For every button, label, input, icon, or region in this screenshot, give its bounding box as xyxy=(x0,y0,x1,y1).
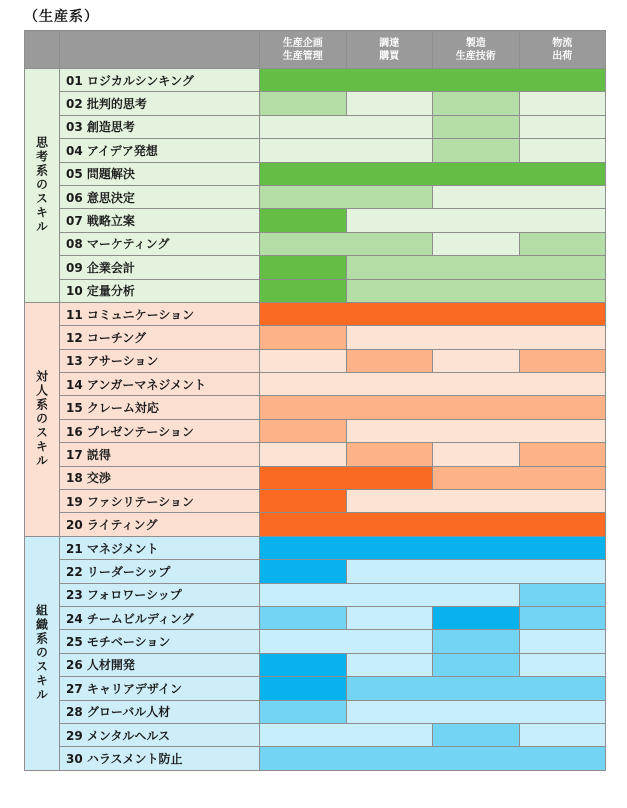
column-header-logistics: 物流 出荷 xyxy=(519,31,606,69)
level-cell xyxy=(519,256,606,279)
level-cell xyxy=(519,747,606,770)
skill-name: 02 批判的思考 xyxy=(60,92,260,115)
skill-name: 11 コミュニケーション xyxy=(60,302,260,325)
level-cell xyxy=(519,677,606,700)
skill-name: 17 説得 xyxy=(60,443,260,466)
level-cell xyxy=(346,583,433,606)
level-cell xyxy=(433,373,520,396)
level-cell xyxy=(433,630,520,653)
level-cell xyxy=(519,279,606,302)
level-cell xyxy=(433,513,520,536)
level-cell xyxy=(260,490,347,513)
level-cell xyxy=(433,256,520,279)
level-cell xyxy=(346,700,433,723)
skill-row xyxy=(25,700,606,723)
skill-group-label: 組織系のスキル xyxy=(25,536,60,770)
skill-name: 19 ファシリテーション xyxy=(60,490,260,513)
skill-name: 01 ロジカルシンキング xyxy=(60,69,260,92)
skill-row xyxy=(25,209,606,232)
level-cell xyxy=(433,185,520,208)
skill-row xyxy=(25,232,606,255)
level-cell xyxy=(346,630,433,653)
skill-name: 14 アンガーマネジメント xyxy=(60,373,260,396)
level-cell xyxy=(260,513,347,536)
matrix-body xyxy=(25,69,606,771)
level-cell xyxy=(346,536,433,559)
level-cell xyxy=(260,419,347,442)
level-cell xyxy=(519,490,606,513)
skill-name: 07 戦略立案 xyxy=(60,209,260,232)
skill-row xyxy=(25,302,606,325)
level-cell xyxy=(433,349,520,372)
skill-name: 10 定量分析 xyxy=(60,279,260,302)
skill-name: 09 企業会計 xyxy=(60,256,260,279)
skill-name: 18 交渉 xyxy=(60,466,260,489)
level-cell xyxy=(433,466,520,489)
level-cell xyxy=(519,723,606,746)
level-cell xyxy=(346,185,433,208)
level-cell xyxy=(346,606,433,629)
level-cell xyxy=(519,92,606,115)
skill-name: 22 リーダーシップ xyxy=(60,560,260,583)
skill-row xyxy=(25,606,606,629)
level-cell xyxy=(260,115,347,138)
level-cell xyxy=(433,700,520,723)
level-cell xyxy=(346,209,433,232)
skill-row xyxy=(25,92,606,115)
level-cell xyxy=(260,302,347,325)
skill-row xyxy=(25,490,606,513)
skill-name: 15 クレーム対応 xyxy=(60,396,260,419)
level-cell xyxy=(346,115,433,138)
skill-row xyxy=(25,115,606,138)
level-cell xyxy=(519,630,606,653)
level-cell xyxy=(260,279,347,302)
header-blank-group xyxy=(25,31,60,69)
skill-row xyxy=(25,466,606,489)
level-cell xyxy=(260,653,347,676)
level-cell xyxy=(433,677,520,700)
level-cell xyxy=(346,279,433,302)
skill-name: 12 コーチング xyxy=(60,326,260,349)
column-header-manufacturing: 製造 生産技術 xyxy=(433,31,520,69)
skill-row xyxy=(25,583,606,606)
level-cell xyxy=(433,92,520,115)
skill-name: 13 アサーション xyxy=(60,349,260,372)
level-cell xyxy=(346,92,433,115)
level-cell xyxy=(433,69,520,92)
skill-name: 28 グローバル人材 xyxy=(60,700,260,723)
level-cell xyxy=(260,232,347,255)
skill-name: 27 キャリアデザイン xyxy=(60,677,260,700)
level-cell xyxy=(433,209,520,232)
level-cell xyxy=(346,443,433,466)
level-cell xyxy=(519,466,606,489)
level-cell xyxy=(260,139,347,162)
level-cell xyxy=(260,677,347,700)
level-cell xyxy=(260,69,347,92)
level-cell xyxy=(519,115,606,138)
level-cell xyxy=(260,256,347,279)
level-cell xyxy=(519,536,606,559)
skill-name: 30 ハラスメント防止 xyxy=(60,747,260,770)
skill-row xyxy=(25,396,606,419)
skill-name: 25 モチベーション xyxy=(60,630,260,653)
level-cell xyxy=(346,69,433,92)
level-cell xyxy=(346,162,433,185)
level-cell xyxy=(260,560,347,583)
skill-row xyxy=(25,373,606,396)
level-cell xyxy=(346,419,433,442)
level-cell xyxy=(519,139,606,162)
level-cell xyxy=(433,279,520,302)
level-cell xyxy=(260,606,347,629)
level-cell xyxy=(260,92,347,115)
skill-row xyxy=(25,162,606,185)
column-header-procurement: 調達 購買 xyxy=(346,31,433,69)
skill-row xyxy=(25,419,606,442)
level-cell xyxy=(346,747,433,770)
level-cell xyxy=(433,723,520,746)
skill-name: 24 チームビルディング xyxy=(60,606,260,629)
level-cell xyxy=(519,302,606,325)
level-cell xyxy=(519,396,606,419)
header-row xyxy=(25,31,606,69)
level-cell xyxy=(346,256,433,279)
level-cell xyxy=(346,232,433,255)
level-cell xyxy=(433,162,520,185)
level-cell xyxy=(433,560,520,583)
skill-row xyxy=(25,653,606,676)
level-cell xyxy=(346,723,433,746)
level-cell xyxy=(433,653,520,676)
level-cell xyxy=(260,162,347,185)
level-cell xyxy=(346,653,433,676)
level-cell xyxy=(260,373,347,396)
level-cell xyxy=(260,443,347,466)
level-cell xyxy=(260,723,347,746)
level-cell xyxy=(433,606,520,629)
skill-name: 20 ライティング xyxy=(60,513,260,536)
skill-row xyxy=(25,326,606,349)
level-cell xyxy=(260,209,347,232)
level-cell xyxy=(260,466,347,489)
level-cell xyxy=(346,560,433,583)
level-cell xyxy=(346,326,433,349)
level-cell xyxy=(519,606,606,629)
level-cell xyxy=(433,583,520,606)
level-cell xyxy=(260,583,347,606)
skill-row xyxy=(25,139,606,162)
level-cell xyxy=(519,419,606,442)
level-cell xyxy=(519,162,606,185)
level-cell xyxy=(433,419,520,442)
level-cell xyxy=(519,232,606,255)
level-cell xyxy=(519,583,606,606)
skill-row xyxy=(25,630,606,653)
level-cell xyxy=(260,349,347,372)
level-cell xyxy=(260,396,347,419)
level-cell xyxy=(346,349,433,372)
skill-name: 23 フォロワーシップ xyxy=(60,583,260,606)
skill-row xyxy=(25,536,606,559)
level-cell xyxy=(519,185,606,208)
level-cell xyxy=(519,69,606,92)
skill-row xyxy=(25,443,606,466)
skill-name: 05 問題解決 xyxy=(60,162,260,185)
skill-name: 06 意思決定 xyxy=(60,185,260,208)
level-cell xyxy=(433,115,520,138)
skill-name: 04 アイデア発想 xyxy=(60,139,260,162)
skill-row xyxy=(25,256,606,279)
skill-row xyxy=(25,560,606,583)
level-cell xyxy=(260,536,347,559)
level-cell xyxy=(519,653,606,676)
level-cell xyxy=(260,747,347,770)
level-cell xyxy=(346,139,433,162)
level-cell xyxy=(346,466,433,489)
level-cell xyxy=(433,232,520,255)
skill-row xyxy=(25,513,606,536)
skill-name: 03 創造思考 xyxy=(60,115,260,138)
level-cell xyxy=(346,373,433,396)
page-title: （生産系） xyxy=(24,9,99,25)
level-cell xyxy=(433,139,520,162)
skill-name: 08 マーケティング xyxy=(60,232,260,255)
level-cell xyxy=(519,560,606,583)
level-cell xyxy=(519,443,606,466)
skill-row xyxy=(25,723,606,746)
level-cell xyxy=(346,513,433,536)
level-cell xyxy=(433,490,520,513)
skill-name: 16 プレゼンテーション xyxy=(60,419,260,442)
skill-matrix-table xyxy=(24,30,606,771)
skill-name: 29 メンタルヘルス xyxy=(60,723,260,746)
skill-row xyxy=(25,279,606,302)
header-blank-skill xyxy=(60,31,260,69)
skill-name: 21 マネジメント xyxy=(60,536,260,559)
level-cell xyxy=(260,326,347,349)
skill-row xyxy=(25,185,606,208)
skill-group-label: 思考系のスキル xyxy=(25,69,60,303)
level-cell xyxy=(433,536,520,559)
skill-name: 26 人材開発 xyxy=(60,653,260,676)
level-cell xyxy=(260,185,347,208)
level-cell xyxy=(519,513,606,536)
level-cell xyxy=(519,326,606,349)
skill-row xyxy=(25,747,606,770)
level-cell xyxy=(519,373,606,396)
level-cell xyxy=(433,747,520,770)
skill-group-label: 対人系のスキル xyxy=(25,302,60,536)
level-cell xyxy=(260,700,347,723)
skill-row xyxy=(25,69,606,92)
level-cell xyxy=(519,349,606,372)
level-cell xyxy=(433,443,520,466)
level-cell xyxy=(346,677,433,700)
level-cell xyxy=(433,326,520,349)
skill-row xyxy=(25,349,606,372)
level-cell xyxy=(346,302,433,325)
level-cell xyxy=(433,396,520,419)
level-cell xyxy=(260,630,347,653)
level-cell xyxy=(346,490,433,513)
column-header-planning: 生産企画 生産管理 xyxy=(260,31,347,69)
skill-row xyxy=(25,677,606,700)
level-cell xyxy=(519,700,606,723)
level-cell xyxy=(519,209,606,232)
level-cell xyxy=(433,302,520,325)
level-cell xyxy=(346,396,433,419)
